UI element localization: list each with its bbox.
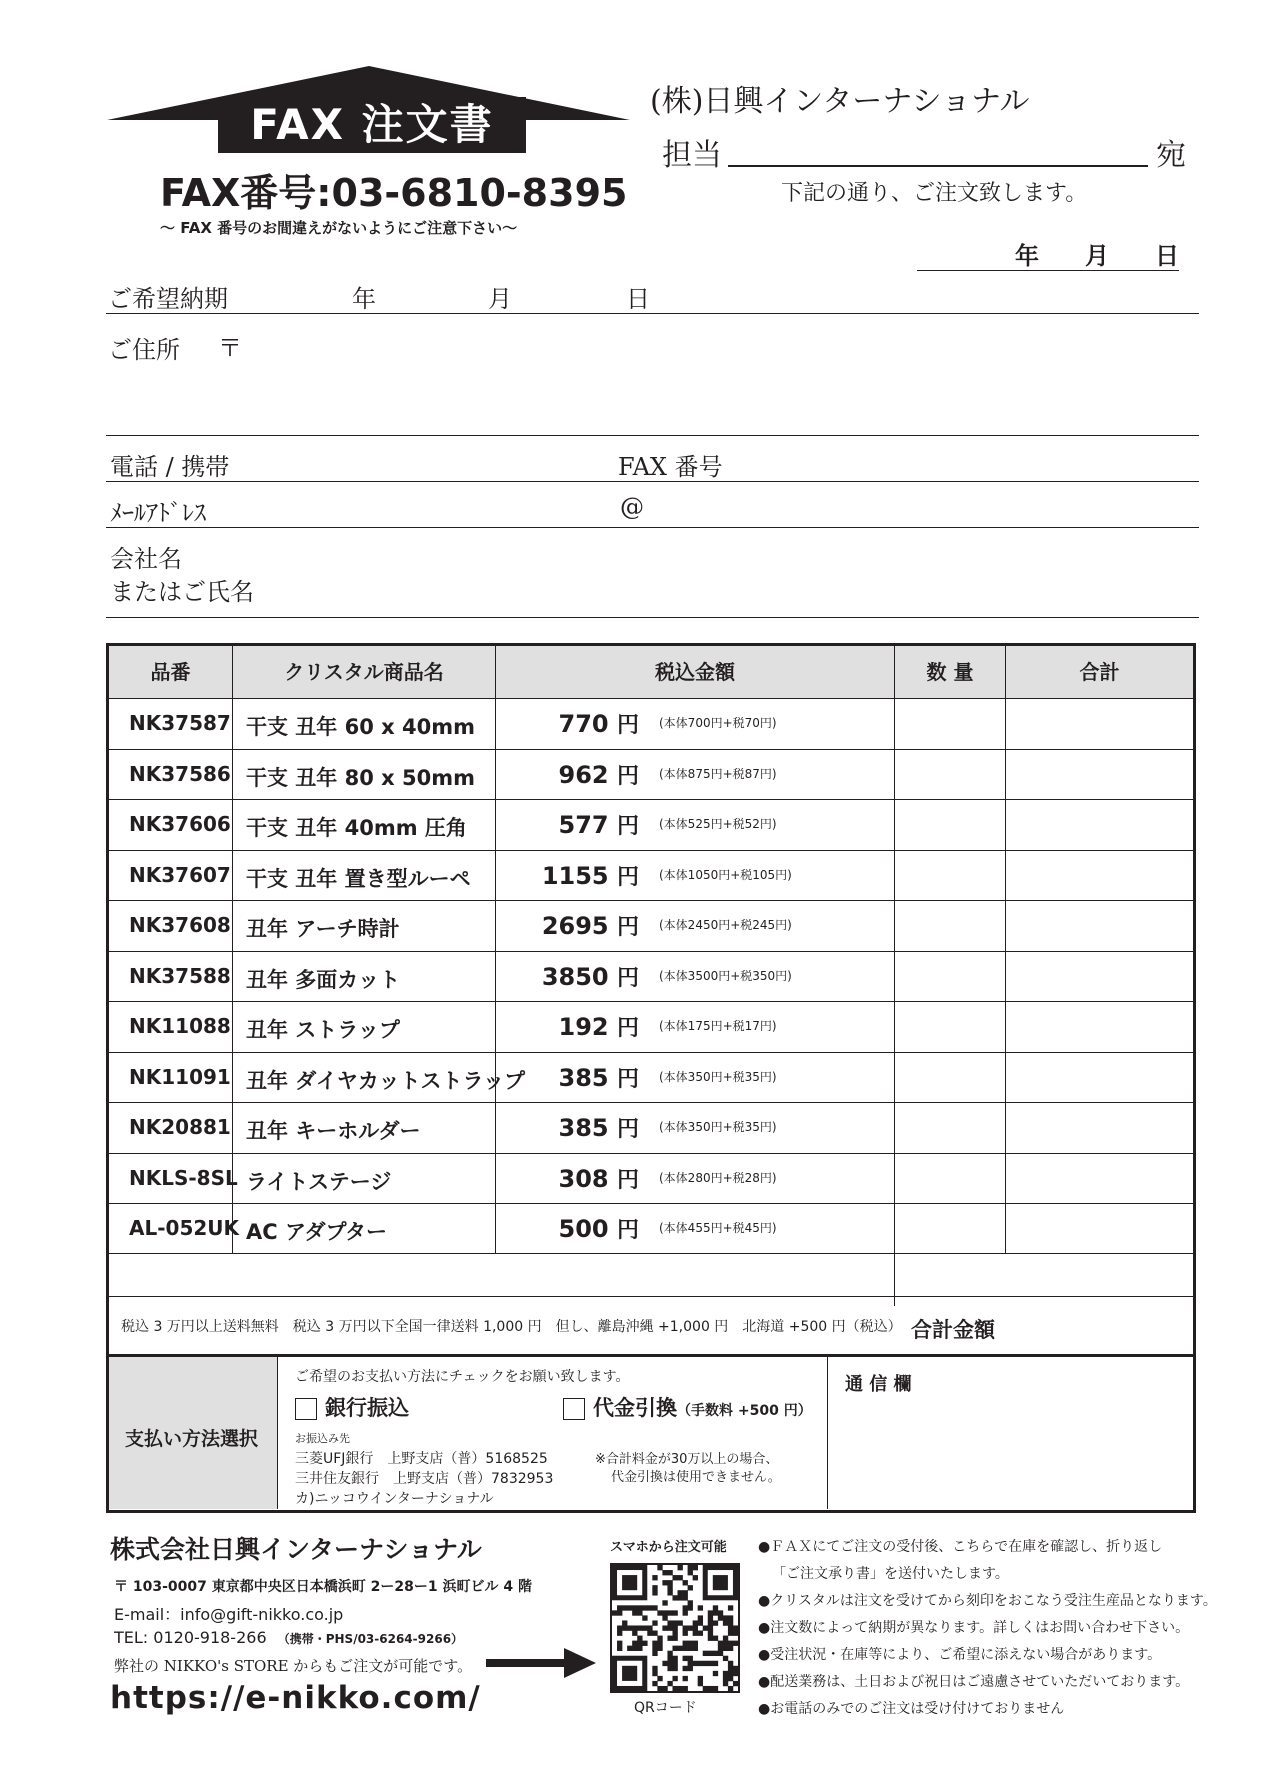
delivery-month-unit: 月 [488,285,512,313]
price-value: 3850 [541,962,609,991]
bank-transfer-option[interactable] [295,1392,409,1422]
row-divider [109,749,1193,750]
cod-note-2: 代金引換は使用できません。 [611,1470,781,1485]
shipping-note: 税込 3 万円以上送料無料 税込 3 万円以下全国一律送料 1,000 円 但し、離島沖縄 +1,000 円 北海道 +500 円（税込） [121,1319,902,1335]
total-cell[interactable] [1007,850,1193,901]
delivery-day-unit: 日 [626,285,650,313]
page-title: FAX 注文書 [218,97,526,153]
footer-note-6: ●配送業務は、土日および祝日はご遠慮させていただいております。 [758,1674,1190,1690]
fax-number: FAX番号:03-6810-8395 [160,171,628,215]
qr-caption-bottom: QRコード [634,1700,697,1716]
total-cell[interactable] [1007,799,1193,850]
product-name: 干支 丑年 80 x 50mm [246,765,476,790]
yen-label: 円 [616,1066,639,1092]
cod-label: 代金引換 [593,1396,677,1420]
footer-store-note: 弊社の NIKKO's STORE からもご注文が可能です。 [114,1657,473,1675]
phone-field-line[interactable] [106,481,1199,482]
row-divider [109,1052,1193,1053]
fax-note: 〜 FAX 番号のお間違えがないようにご注意下さい〜 [160,219,518,237]
row-divider [109,1296,1193,1297]
price-value: 500 [558,1215,609,1243]
email-label: ﾒｰﾙｱﾄﾞﾚｽ [110,499,206,527]
quantity-cell[interactable] [896,698,1004,749]
product-name: ライトステージ [246,1169,392,1194]
payment-instruction: ご希望のお支払い方法にチェックをお願い致します。 [295,1369,630,1385]
quantity-cell[interactable] [896,1052,1004,1103]
product-code: NK37606 [129,812,231,836]
row-divider [109,1001,1193,1002]
price-value: 770 [558,710,609,738]
footer-company: 株式会社日興インターナショナル [110,1535,482,1564]
footer-note-4: ●注文数によって納期が異なります。詳しくはお問い合わせ下さい。 [758,1620,1190,1636]
delivery-field-line[interactable] [106,313,1199,314]
price-breakdown: (本体1050円+税105円) [659,867,792,882]
cod-option[interactable] [563,1392,812,1422]
price-value: 385 [558,1114,609,1142]
total-cell[interactable] [1007,698,1193,749]
header-quantity: 数 量 [895,646,1005,698]
price-breakdown: (本体175円+税17円) [659,1019,777,1033]
price-breakdown: (本体350円+税35円) [659,1120,777,1134]
product-price [489,860,639,891]
product-code: NK20881 [129,1115,231,1139]
postal-mark: 〒 [218,334,242,362]
qr-caption-top: スマホから注文可能 [610,1540,727,1555]
recipient-company: (株)日興インターナショナル [650,84,1030,119]
product-name: AC アダプター [246,1220,388,1244]
footer-note-2: 「ご注文承り書」を送付いたします。 [772,1566,1009,1582]
quantity-cell[interactable] [896,850,1004,901]
product-price [489,1163,639,1194]
price-value: 1155 [541,861,609,890]
footer-tel [114,1628,463,1647]
delivery-year-unit: 年 [352,285,376,313]
price-breakdown: (本体700円+税70円) [659,716,777,730]
yen-label: 円 [616,1218,639,1243]
name-label: またはご氏名 [110,578,254,606]
quantity-cell[interactable] [896,1153,1004,1204]
yen-label: 円 [616,763,639,789]
header-code: 品番 [109,646,232,698]
row-divider [109,1253,1193,1254]
price-breakdown: (本体280円+税28円) [659,1170,777,1185]
yen-label: 円 [616,1016,639,1041]
header-product: クリスタル商品名 [233,646,495,698]
price-value: 962 [558,760,609,789]
yen-label: 円 [616,713,639,738]
price-value: 192 [558,1013,609,1041]
account-2: 三井住友銀行 上野支店（普）7832953 [295,1471,554,1487]
table-row [109,1001,1193,1052]
tanto-label: 担当 [662,138,722,173]
price-value: 577 [558,811,609,839]
row-divider [109,1153,1193,1154]
row-divider [109,951,1193,952]
product-name: 丑年 ストラップ [246,1018,400,1042]
product-code: NK11091 [129,1064,231,1089]
product-name: 干支 丑年 置き型ルーペ [246,866,471,891]
payment-method-label: 支払い方法選択 [125,1428,259,1450]
price-breakdown: (本体350円+税35円) [659,1069,777,1084]
footer-address: 〒 103-0007 東京都中央区日本橋浜町 2ー28ー1 浜町ビル 4 階 [114,1579,532,1595]
grand-total-label: 合計金額 [911,1318,995,1342]
footer-url[interactable]: https://e-nikko.com/ [110,1680,481,1716]
product-code: NK37588 [129,963,231,988]
order-table [106,643,1196,1513]
table-row [109,900,1193,951]
total-cell[interactable] [1007,1153,1193,1204]
product-name: 丑年 キーホルダー [246,1119,421,1143]
date-field-line[interactable] [917,270,1179,271]
product-price [489,961,639,992]
account-1: 三菱UFJ銀行 上野支店（普）5168525 [295,1451,548,1467]
quantity-cell[interactable] [896,799,1004,850]
table-row [109,1052,1193,1103]
quantity-cell[interactable] [896,749,1004,800]
row-divider [109,1203,1193,1204]
price-breakdown: (本体455円+税45円) [659,1221,777,1235]
price-breakdown: (本体3500円+税350円) [659,968,792,983]
price-breakdown: (本体2450円+税245円) [659,918,792,932]
product-code: NK37587 [129,711,231,735]
date-day-label: 日 [1155,242,1179,270]
bank-transfer-checkbox[interactable] [295,1398,317,1420]
quantity-cell[interactable] [896,1203,1004,1254]
cod-note-1: ※合計料金が30万以上の場合、 [595,1452,779,1467]
address-field-line[interactable] [106,435,1199,436]
product-name: 丑年 ダイヤカットストラップ [246,1068,526,1093]
row-divider [109,900,1193,901]
date-year-label: 年 [1015,242,1039,270]
delivery-label: ご希望納期 [108,285,228,313]
product-code: NK11088 [129,1014,231,1038]
product-code: NK37608 [129,913,231,937]
footer-tel-main: TEL: 0120-918-266 [114,1628,267,1647]
product-name: 丑年 多面カット [246,967,401,992]
price-value: 2695 [541,912,609,940]
account-name: カ)ニッコウインターナショナル [295,1491,494,1507]
at-mark: @ [620,493,644,521]
header-price: 税込金額 [496,646,894,698]
order-phrase: 下記の通り、ご注文致します。 [781,181,1088,206]
row-divider [109,799,1193,800]
footer-tel-mobile: （携帯・PHS/03-6264-9266） [277,1632,464,1646]
price-value: 308 [558,1164,609,1193]
product-price [489,1112,639,1143]
cod-fee: （手数料 +500 円） [677,1403,812,1419]
product-code: NK37586 [129,761,231,786]
price-breakdown: (本体525円+税52円) [659,817,777,831]
total-cell[interactable] [1007,1102,1193,1153]
memo-label: 通 信 欄 [845,1374,912,1395]
product-price [489,809,639,840]
yen-label: 円 [616,814,639,839]
footer-note-5: ●受注状況・在庫等により、ご希望に添えない場合があります。 [758,1647,1162,1663]
qr-code-icon[interactable] [610,1563,740,1693]
yen-label: 円 [616,1167,639,1193]
company-label: 会社名 [110,545,182,573]
yen-label: 円 [616,864,639,890]
total-cell[interactable] [1007,749,1193,800]
price-value: 385 [558,1063,609,1092]
total-cell[interactable] [1007,1052,1193,1103]
tanto-field-line[interactable] [728,165,1148,167]
table-row [109,799,1193,850]
email-field-line[interactable] [106,527,1199,528]
product-code: AL-052UK [129,1216,240,1240]
product-code: NKLS-8SL [129,1165,238,1190]
phone-label: 電話 / 携帯 [110,453,230,481]
product-price [489,910,639,941]
quantity-cell[interactable] [896,1102,1004,1153]
row-divider [109,1102,1193,1103]
product-price [489,708,639,739]
arrow-right-icon [486,1648,596,1678]
col-divider [277,1356,278,1509]
table-row [109,698,1193,749]
product-price [489,1213,639,1244]
table-row [109,1203,1193,1254]
footer-note-1: ●ＦＡＸにてご注文の受付後、こちらで在庫を確認し、折り返し [758,1539,1163,1555]
footer-note-3: ●クリスタルは注文を受けてから刻印をおこなう受注生産品となります。 [758,1593,1217,1609]
cod-checkbox[interactable] [563,1398,585,1420]
table-row [109,1153,1193,1204]
total-cell[interactable] [1007,951,1193,1002]
quantity-cell[interactable] [896,1001,1004,1052]
table-row [109,1102,1193,1153]
col-divider [827,1356,828,1509]
product-price [489,1062,639,1093]
account-heading: お振込み先 [295,1432,350,1445]
table-row [109,951,1193,1002]
name-field-line[interactable] [106,617,1199,618]
product-name: 丑年 アーチ時計 [246,917,400,941]
yen-label: 円 [616,915,639,940]
footer-note-7: ●お電話のみでのご注文は受け付けておりません [758,1701,1065,1717]
row-divider [109,850,1193,851]
product-price [489,759,639,790]
date-month-label: 月 [1085,242,1109,270]
address-label: ご住所 [108,336,180,364]
ate-label: 宛 [1156,138,1186,173]
product-name: 干支 丑年 40mm 圧角 [246,816,467,840]
product-code: NK37607 [129,862,231,887]
total-cell[interactable] [1007,900,1193,951]
total-cell[interactable] [1007,1001,1193,1052]
row-divider [109,698,1193,699]
product-name: 干支 丑年 60 x 40mm [246,715,476,739]
total-cell[interactable] [1007,1203,1193,1254]
yen-label: 円 [616,965,639,991]
price-breakdown: (本体875円+税87円) [659,766,777,781]
yen-label: 円 [616,1117,639,1142]
header-total: 合計 [1006,646,1193,698]
product-price [489,1011,639,1042]
quantity-cell[interactable] [896,900,1004,951]
bank-transfer-label: 銀行振込 [325,1396,409,1420]
quantity-cell[interactable] [896,951,1004,1002]
table-row [109,850,1193,901]
fax-label: FAX 番号 [618,453,723,481]
footer-email: E-mail：info@gift-nikko.co.jp [114,1605,344,1624]
table-row [109,749,1193,800]
